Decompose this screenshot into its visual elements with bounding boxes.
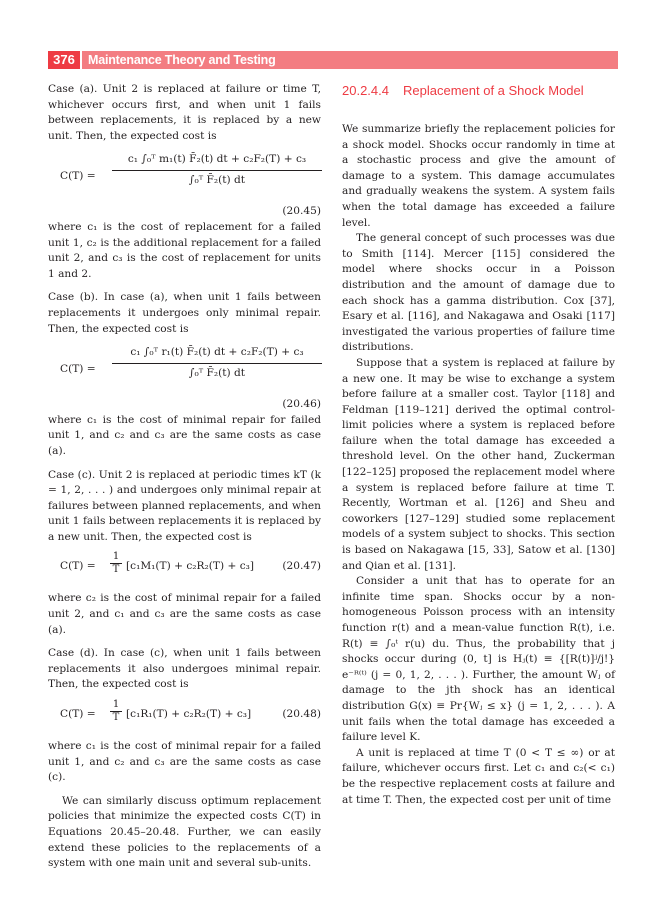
paragraph: Consider a unit that has to operate for an infinite time span. Shocks occur by a non-homogeneous Poisson process with an intensity function r(t) and a mean-value function R(t), i.e. R(t) ≡ ∫₀ᵗ r(u) du. Thus, the probability that j shocks occur during (0, t] is Hⱼ(t) ≡ {[R(t)]ʲ/j!} e⁻ᴿ⁽ᵗ⁾ (j = 0, 1, 2, . . . ). Further, the amount Wⱼ of damage to the jth shock has an identical distribution G(x) ≡ Pr{Wⱼ ≤ x} (j = 1, 2, . . . ). A unit fails when the total damage has exceeded a failure level K. xyxy=(342,575,615,744)
paragraph: We can similarly discuss optimum replacement policies that minimize the expected costs C(T) in Equations 20.45–20.48. Further, we can easily extend these policies to the replacements of a system with one main unit and several sub-units. xyxy=(48,794,321,870)
case-a-paragraph: Case (a). Unit 2 is replaced at failure or time T, whichever occurs first, and when unit 1 fails between replacements, it is replaced by a new unit. Then, the expected cost is xyxy=(48,83,321,142)
case-d-paragraph: Case (d). In case (c), when unit 1 fails between replacements it also undergoes minimal repair. Then, the expected cost is xyxy=(48,647,321,691)
case-b-paragraph: Case (b). In case (a), when unit 1 fails between replacements it undergoes only minimal repair. Then, the expected cost is xyxy=(48,291,321,335)
page-number: 376 xyxy=(48,51,80,69)
paragraph: where c₁ is the cost of minimal repair for failed unit 1, and c₂ and c₃ are the same costs as case (a). xyxy=(48,413,321,457)
paragraph: where c₂ is the cost of minimal repair for a failed unit 2, and c₁ and c₃ are the same costs as case (a). xyxy=(48,592,321,636)
left-column xyxy=(48,82,321,872)
equation-number: (20.46) xyxy=(282,398,321,411)
running-title: Maintenance Theory and Testing xyxy=(88,53,276,67)
section-heading: 20.2.4.4 Replacement of a Shock Model xyxy=(342,83,584,98)
equation-20-48: C(T) = 1 T [c₁R₁(T) + c₂R₂(T) + c₃] (20.48) xyxy=(60,699,321,724)
paragraph: Suppose that a system is replaced at failure by a new one. It may be wise to exchange a system before failure at a smaller cost. Taylor [118] and Feldman [119–121] derived the optimal control-limit policies where a system is replaced before failure when the total damage has exceeded a threshold level. On the other hand, Zuckerman [122–125] proposed the replacement model where a system is replaced before failure at time T. Recently, Wortman et al. [126] and Sheu and coworkers [127–129] studied some replacement models of a system subject to shocks. This section is based on Nakagawa [15, 33], Satow et al. [130] and Qian et al. [131]. xyxy=(342,356,615,572)
equation-number: (20.45) xyxy=(282,205,321,218)
equation-20-45: C(T) = $\frac{\text{c₁ ∫₀ᵀ m₁(t) F̄₂(t) dt + c₂F₂(T) + c₃}}{\text{∫₀ᵀ F̄₂(t) dt}}$ xyxy=(48,150,321,206)
equation-20-47: C(T) = 1 T [c₁M₁(T) + c₂R₂(T) + c₃] (20.47) xyxy=(60,551,321,576)
equation-20-46: C(T) = $\frac{\text{c₁ ∫₀ᵀ r₁(t) F̄₂(t) dt + c₂F₂(T) + c₃}}{\text{∫₀ᵀ F̄₂(t) dt}}$ xyxy=(48,343,321,399)
paragraph: where c₁ is the cost of replacement for a failed unit 1, c₂ is the additional replacement for a failed unit 2, and c₃ is the cost of replacement for units 1 and 2. xyxy=(48,220,321,280)
paragraph: where c₁ is the cost of minimal repair for a failed unit 1, and c₂ and c₃ are the same costs as case (c). xyxy=(48,740,321,784)
case-c-paragraph: Case (c). Unit 2 is replaced at periodic times kT (k = 1, 2, . . . ) and undergoes only minimal repair at failures between planned replacements, and when unit 1 fails between replacements it is replaced by a new unit. Then, the expected cost is xyxy=(48,468,321,543)
right-column xyxy=(342,82,615,808)
paragraph: A unit is replaced at time T (0 < T ≤ ∞) or at failure, whichever occurs first. Let c₁ and c₂(< c₁) be the respective replacement costs at failure and at time T. Then, the expected cost per unit of time xyxy=(342,746,615,806)
paragraph: We summarize briefly the replacement policies for a shock model. Shocks occur randomly in time at a stochastic process and give the amount of damage to a system. This damage accumulates and gradually weakens the system. A system fails when the total damage has exceeded a failure level. xyxy=(342,123,615,229)
paragraph: The general concept of such processes was due to Smith [114]. Mercer [115] considered the model where shocks occur in a Poisson distribution and the amount of damage due to each shock has a gamma distribution. Cox [37], Esary et al. [116], and Nakagawa and Osaki [117] investigated the various properties of failure time distributions. xyxy=(342,232,615,354)
running-header xyxy=(48,51,618,69)
